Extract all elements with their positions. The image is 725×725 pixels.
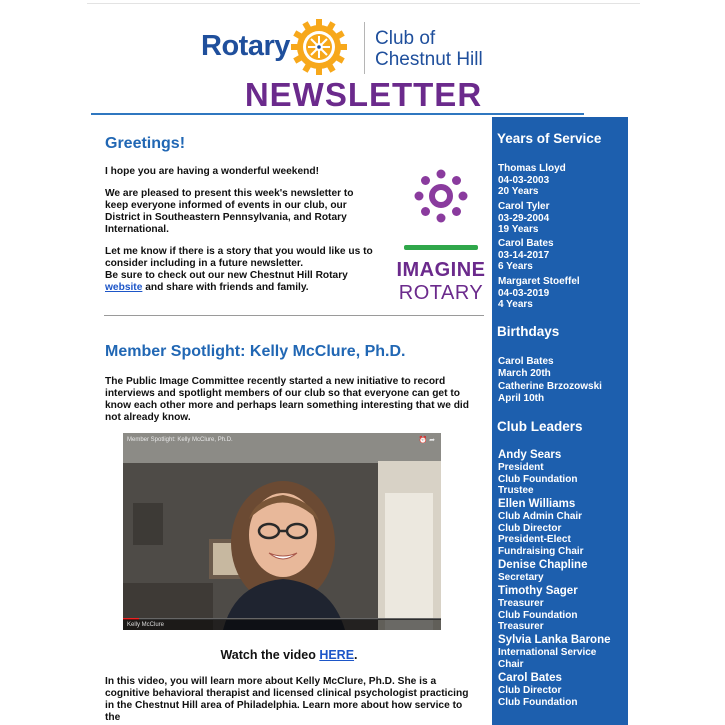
website-link-tail: and share with friends and family.: [142, 282, 309, 293]
imagine-rotary-word: ROTARY: [398, 282, 484, 304]
leader-name: Timothy Sager: [498, 585, 578, 597]
imagine-word: IMAGINE: [396, 259, 486, 281]
leader-role: Treasurer: [498, 598, 544, 609]
leader-role: Club Foundation: [498, 696, 578, 708]
leader-role: Fundraising Chair: [498, 545, 584, 557]
club-leaders-title: Club Leaders: [497, 419, 583, 434]
website-prompt: Be sure to check out our new Chestnut Hill Rotary: [105, 270, 348, 281]
video-control-bar: [123, 619, 441, 630]
club-name-line2: Chestnut Hill: [375, 49, 483, 70]
leader-role: Club Director: [498, 685, 562, 696]
section-divider: [104, 315, 484, 316]
birthday-date: April 10th: [498, 392, 545, 404]
leader-role: Club Foundation: [498, 609, 578, 621]
leader-role: Treasurer: [498, 621, 544, 632]
leader-role: President-Elect: [498, 534, 571, 545]
birthday-name: Carol Bates: [498, 356, 554, 367]
website-link[interactable]: website: [105, 282, 143, 293]
video-player[interactable]: [123, 433, 441, 630]
video-title: Member Spotlight: Kelly McClure, Ph.D.: [127, 437, 233, 443]
watch-prefix: Watch the video: [220, 648, 320, 662]
spotlight-intro: The Public Image Committee recently started a new initiative to record interviews and spotlight members of our club so that everyone can get to know each other more and perhaps learn something interesting that we did not already know.: [105, 376, 469, 423]
birthday-date: March 20th: [498, 367, 551, 379]
years-entry-date: 03-29-2004: [498, 212, 550, 224]
watch-video-line: [104, 648, 474, 662]
leader-role: Club Director: [498, 522, 562, 534]
leader-name: Andy Sears: [498, 449, 562, 461]
leader-name: Sylvia Lanka Barone: [498, 634, 611, 646]
birthday-name: Catherine Brzozowski: [498, 381, 602, 392]
spotlight-title: Member Spotlight: Kelly McClure, Ph.D.: [105, 343, 406, 360]
leader-role: International Service: [498, 647, 597, 658]
years-entry-name: Carol Bates: [498, 238, 554, 249]
years-entry-date: 04-03-2019: [498, 287, 550, 299]
years-entry-years: 6 Years: [498, 261, 533, 272]
imagine-rotary-logo: [386, 166, 496, 316]
years-of-service-title: Years of Service: [497, 131, 602, 146]
leader-name: Ellen Williams: [498, 498, 576, 510]
sidebar: [492, 117, 628, 725]
leader-name: Carol Bates: [498, 672, 562, 684]
watch-suffix: .: [354, 648, 358, 662]
years-entry-years: 20 Years: [498, 186, 539, 197]
spotlight-body: In this video, you will learn more about Kelly McClure, Ph.D. She is a cognitive behavioral therapist and licensed clinical psychologist practicing in the Chestnut Hill area of Philadelphia. Learn more about how service to the: [105, 676, 469, 723]
leader-role: Secretary: [498, 572, 544, 583]
leader-role: Chair: [498, 658, 524, 670]
header-divider: [364, 22, 365, 74]
imagine-sun-icon: [386, 166, 496, 256]
greetings-paragraph-2: We are pleased to present this week's newsletter to keep everyone informed of events in our club, our District in Southeastern Pennsylvania, and Rotary International.: [105, 188, 354, 235]
header-rule: [91, 113, 584, 115]
leader-role: Club Foundation: [498, 473, 578, 485]
video-caption: Kelly McClure: [127, 622, 165, 628]
greetings-paragraph-3: Let me know if there is a story that you would like us to consider including in a future newsletter.: [105, 246, 373, 269]
video-thumbnail: [123, 433, 441, 630]
years-entry-name: Carol Tyler: [498, 201, 550, 212]
leader-name: Denise Chapline: [498, 559, 588, 571]
newsletter-page: [87, 0, 640, 725]
newsletter-title: NEWSLETTER: [244, 76, 483, 113]
greetings-title: Greetings!: [105, 135, 186, 152]
watch-video-link[interactable]: HERE: [319, 648, 355, 662]
years-entry-name: Thomas Lloyd: [498, 163, 566, 174]
leader-role: President: [498, 462, 544, 473]
leader-role: Trustee: [498, 485, 534, 496]
top-border: [87, 3, 640, 4]
leader-role: Club Admin Chair: [498, 511, 583, 522]
club-name-line1: Club of: [375, 28, 436, 49]
greetings-paragraph-4: [105, 270, 380, 294]
rotary-wordmark: Rotary: [201, 30, 290, 62]
years-entry-name: Margaret Stoeffel: [498, 276, 580, 287]
years-entry-date: 03-14-2017: [498, 249, 550, 261]
video-share-icon[interactable]: ⏰ ➦: [418, 437, 435, 444]
years-entry-years: 4 Years: [498, 299, 533, 310]
rotary-wheel-icon: [290, 18, 348, 76]
greetings-paragraph-1: I hope you are having a wonderful weekend!: [105, 166, 319, 177]
years-entry-years: 19 Years: [498, 224, 539, 235]
years-entry-date: 04-03-2003: [498, 174, 550, 186]
birthdays-title: Birthdays: [497, 324, 560, 339]
